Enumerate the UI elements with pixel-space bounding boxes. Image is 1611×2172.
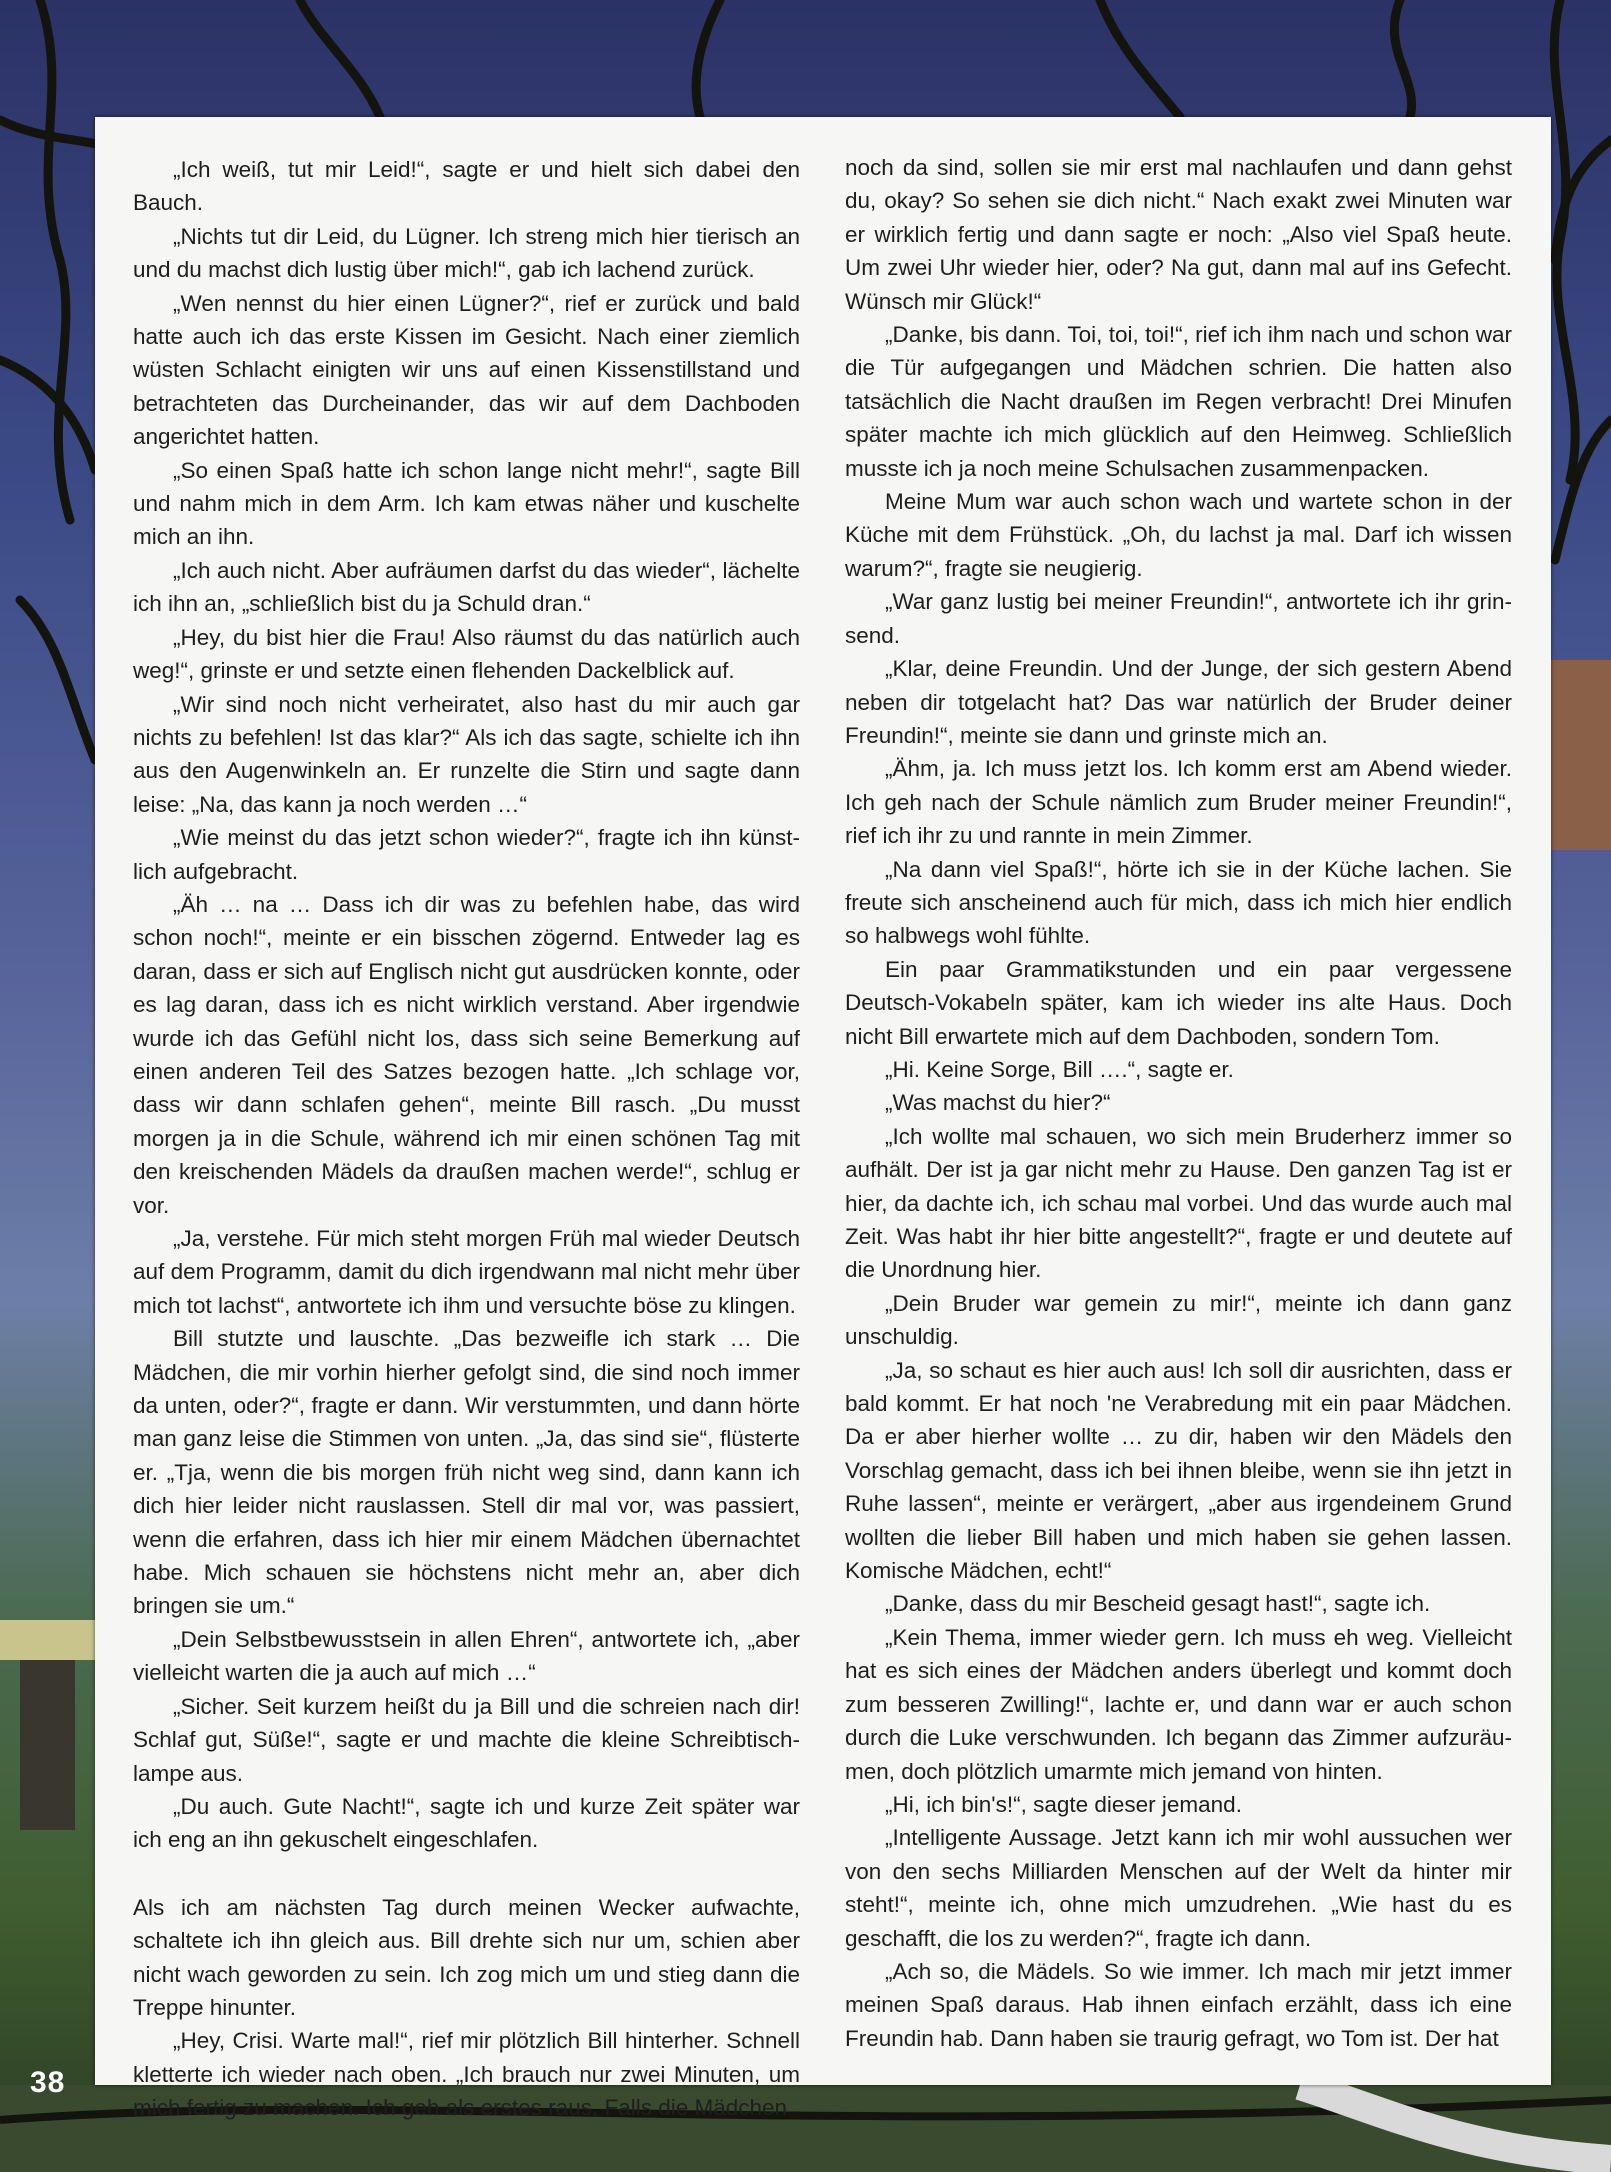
paragraph: „Ich weiß, tut mir Leid!“, sagte er und hielt sich dabei den Bauch.	[133, 157, 800, 216]
left-column	[133, 153, 800, 2125]
paragraph: „Hi. Keine Sorge, Bill ….“, sagte er.	[885, 1056, 1234, 1082]
tree-branch-left	[40, 0, 70, 520]
tombstone	[20, 1660, 75, 1830]
paragraph: „Sicher. Seit kurzem heißt du ja Bill und die schreien nach dir! Schlaf gut, Süße!“, sagte er und machte die kleine Schreibtischlampe aus.	[133, 1693, 800, 1786]
paragraph: „Wen nennst du hier einen Lügner?“, rief er zurück und bald hatte auch ich das erste Kissen im Gesicht. Nach einer ziemlich wüsten Schlacht einigten wir uns auf einen Kissenstillstand und betrachteten das Durcheinander, das wir auf dem Dachboden angerichtet hatten.	[133, 290, 800, 450]
paragraph: „Ja, verstehe. Für mich steht morgen Früh mal wieder Deutsch auf dem Programm, damit du dich irgendwann mal nicht mehr über mich tot lachst“, antwortete ich ihm und versuchte böse zu klingen.	[133, 1226, 800, 1318]
paragraph: „Ich wollte mal schauen, wo sich mein Bruderherz immer so aufhält. Der ist ja gar nicht mehr zu Hause. Den ganzen Tag ist er hier, da dachte ich, ich schau mal vorbei. Und das wurde auch mal Zeit. Was habt ihr hier bitte angestellt?“, fragte er und deutete auf die Unordnung hier.	[845, 1123, 1512, 1283]
paragraph: „Kein Thema, immer wieder gern. Ich muss eh weg. Vielleicht hat es sich eines der Mädchen anders überlegt und kommt doch zum besseren Zwilling!“, lachte er, und dann war er auch schon durch die Luke verschwunden. Ich begann das Zimmer aufzuräumen, doch plötzlich umarmte mich jemand von hinten.	[845, 1624, 1512, 1784]
section-start-paragraph: Als ich am nächsten Tag durch meinen Wecker aufwachte, schaltete ich ihn gleich aus. Bill drehte sich nur um, schien aber nicht wach geworden zu sein. Ich zog mich um und stieg dann die Treppe hinunter.	[133, 1894, 800, 2020]
paragraph: „Wir sind noch nicht verheiratet, also hast du mir auch gar nichts zu befehlen! Ist das klar?“ Als ich das sagte, schielte ich ihn aus den Augenwinkeln an. Er runzelte die Stirn und sagte dann leise: „Na, das kann ja noch werden …“	[133, 691, 800, 817]
paragraph: „Du auch. Gute Nacht!“, sagte ich und kurze Zeit später war ich eng an ihn gekuschelt eingeschlafen.	[133, 1793, 800, 1853]
paragraph: Bill stutzte und lauschte. „Das bezweifle ich stark … Die Mädchen, die mir vorhin hierher gefolgt sind, die sind noch immer da unten, oder?“, fragte er dann. Wir verstummten, und dann hörte man ganz leise die Stimmen von unten. „Ja, das sind sie“, flüsterte er. „Tja, wenn die bis morgen früh nicht weg sind, dann kann ich dich hier leider nicht rauslassen. Stell dir mal vor, was passiert, wenn die erfahren, dass ich hier mir einem Mädchen übernachtet habe. Mich schauen sie höchstens nicht mehr an, aber dich bringen sie um.“	[133, 1326, 800, 1619]
paragraph: „So einen Spaß hatte ich schon lange nicht mehr!“, sagte Bill und nahm mich in dem Arm. Ich kam etwas näher und kuschelte mich an ihn.	[133, 457, 800, 550]
paragraph: „Klar, deine Freundin. Und der Junge, der sich gestern Abend neben dir totgelacht hat? Das war natürlich der Bruder deiner Freundin!“, meinte sie dann und grinste mich an.	[845, 656, 1512, 748]
paragraph: Meine Mum war auch schon wach und wartete schon in der Küche mit dem Frühstück. „Oh, du lachst ja mal. Darf ich wissen warum?“, fragte sie neugierig.	[845, 489, 1512, 581]
paragraph: „Nichts tut dir Leid, du Lügner. Ich streng mich hier tierisch an und du machst dich lustig über mich!“, gab ich lachend zurück.	[133, 223, 800, 283]
text-page	[95, 117, 1551, 2121]
paragraph: „Äh … na … Dass ich dir was zu befehlen habe, das wird schon noch!“, meinte er ein bisschen zögernd. Entweder lag es daran, dass er sich auf Englisch nicht gut ausdrücken konnte, oder es lag daran, dass ich es nicht wirklich verstand. Aber irgendwie wurde ich das Gefühl nicht los, dass sich seine Bemerkung auf einen anderen Teil des Satzes bezogen hatte. „Ich schlage vor, dass wir dann schlafen gehen“, meinte Bill rasch. „Du musst morgen ja in die Schule, während ich mir einen schönen Tag mit den kreischenden Mädels da draußen machen werde!“, schlug er vor.	[133, 891, 800, 1218]
paragraph: „Intelligente Aussage. Jetzt kann ich mir wohl aussuchen wer von den sechs Milliarden Menschen auf der Welt da hinter mir steht!“, meinte ich, ohne mich umzudrehen. „Wie hast du es geschafft, die los zu werden?“, fragte ich dann.	[845, 1825, 1512, 1951]
paragraph: „Wie meinst du das jetzt schon wieder?“, fragte ich ihn künstlich aufgebracht.	[133, 825, 800, 884]
paragraph: „Danke, bis dann. Toi, toi, toi!“, rief ich ihm nach und schon war die Tür aufgegangen und Mädchen schrien. Die hatten also tatsächlich die Nacht draußen im Regen verbracht! Drei Minufen später machte ich mich glücklich auf den Heimweg. Schließlich musste ich ja noch meine Schulsachen zusammenpacken.	[845, 322, 1512, 481]
paragraph: „Dein Selbstbewusstsein in allen Ehren“, antwortete ich, „aber vielleicht warten die ja auch auf mich …“	[133, 1626, 800, 1686]
paragraph: „Ähm, ja. Ich muss jetzt los. Ich komm erst am Abend wieder. Ich geh nach der Schule nämlich zum Bruder meiner Freundin!“, rief ich ihr zu und rannte in mein Zimmer.	[845, 756, 1512, 849]
paragraph: „Ich auch nicht. Aber aufräumen darfst du das wieder“, lächelte ich ihn an, „schließlich bist du ja Schuld dran.“	[133, 557, 800, 617]
paragraph: „Ja, so schaut es hier auch aus! Ich soll dir ausrichten, dass er bald kommt. Er hat noch 'ne Verabredung mit ein paar Mädchen. Da er aber hierher wollte … zu dir, haben wir den Mädels den Vorschlag gemacht, dass ich bei ihnen bleibe, wenn sie ihn jetzt in Ruhe lassen“, meinte er verärgert, „aber aus irgendeinem Grund wollten die lieber Bill haben und mich haben sie gehen lassen. Komische Mädchen, echt!“	[845, 1357, 1512, 1584]
continued-paragraph: noch da sind, sollen sie mir erst mal nachlaufen und dann gehst du, okay? So sehen sie dich nicht.“ Nach exakt zwei Minuten war er wirklich fertig und dann sagte er noch: „Also viel Spaß heute. Um zwei Uhr wieder hier, oder? Na gut, dann mal auf ins Gefecht. Wünsch mir Glück!“	[845, 155, 1512, 314]
page-number: 38	[30, 2066, 66, 2099]
paragraph: Ein paar Grammatikstunden und ein paar vergessene Deutsch-Vokabeln später, kam ich wieder ins alte Haus. Doch nicht Bill erwartete mich auf dem Dachboden, sondern Tom.	[845, 956, 1512, 1049]
paragraph: „Dein Bruder war gemein zu mir!“, meinte ich dann ganz unschuldig.	[845, 1290, 1512, 1350]
paragraph: „Was machst du hier?“	[885, 1090, 1111, 1116]
paragraph: „Ach so, die Mädels. So wie immer. Ich mach mir jetzt immer meinen Spaß daraus. Hab ihnen einfach erzählt, dass ich eine Freundin hab. Dann haben sie traurig gefragt, wo Tom ist. Der hat	[845, 1958, 1512, 2051]
paragraph: „Hey, Crisi. Warte mal!“, rief mir plötzlich Bill hinterher. Schnell kletterte ich wieder nach oben. „Ich brauch nur zwei Minuten, um mich fertig zu machen. Ich geh als erstes raus. Falls die Mädchen	[133, 2028, 800, 2121]
paragraph: „Danke, dass du mir Bescheid gesagt hast!“, sagte ich.	[885, 1591, 1431, 1617]
paragraph: „Na dann viel Spaß!“, hörte ich sie in der Küche lachen. Sie freute sich anscheinend auch für mich, dass ich mich hier endlich so halbwegs wohl fühlte.	[845, 856, 1512, 949]
paragraph: „War ganz lustig bei meiner Freundin!“, antwortete ich ihr grinsend.	[845, 589, 1512, 648]
house-wall	[1551, 660, 1611, 850]
right-column	[845, 151, 1512, 2055]
paragraph: „Hi, ich bin's!“, sagte dieser jemand.	[885, 1791, 1242, 1817]
paragraph: „Hey, du bist hier die Frau! Also räumst du das natürlich auch weg!“, grinste er und setzte einen flehenden Dackelblick auf.	[133, 624, 800, 684]
